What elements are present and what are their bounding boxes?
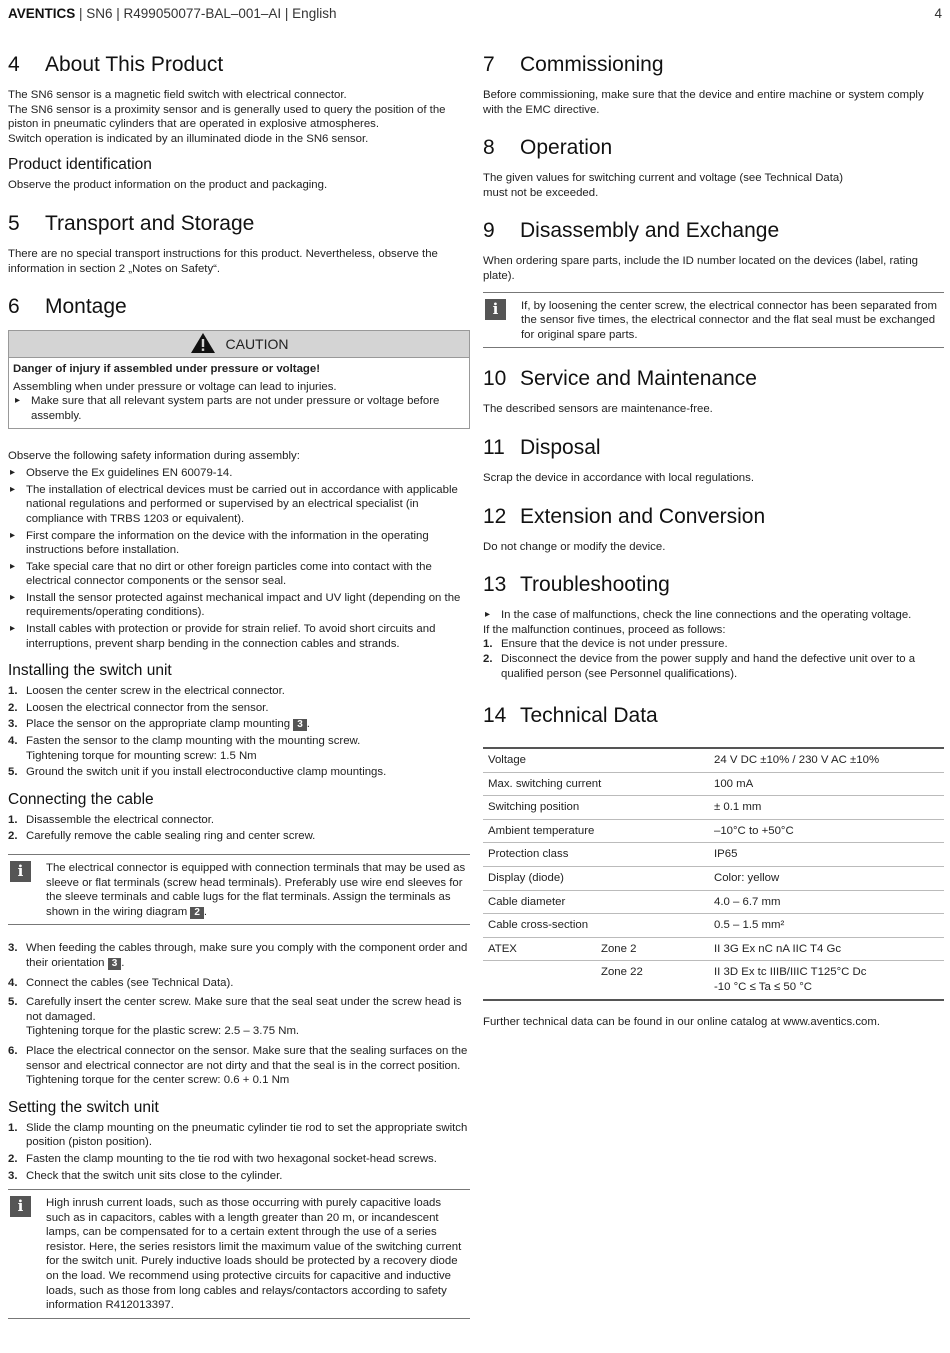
list-item: ▸ In the case of malfunctions, check the line connections and the operating voltage. — [483, 608, 944, 623]
section-about — [8, 52, 470, 193]
paragraph: Do not change or modify the device. — [483, 540, 666, 553]
section-heading: 14 Technical Data — [483, 704, 658, 728]
list-item: 1. Loosen the center screw in the electrical connector. — [8, 685, 285, 698]
list-item: ▸ Install the sensor protected against mechanical impact and UV light (depending on the requirements/operating conditions). — [8, 591, 470, 620]
right-column — [483, 52, 944, 1029]
list-item: 4. Connect the cables (see Technical Data). — [8, 976, 234, 989]
setting-steps — [8, 1121, 470, 1183]
paragraph: The described sensors are maintenance-free. — [483, 403, 713, 416]
table-row: Display (diode) Color: yellow — [483, 867, 944, 891]
section-transport — [8, 211, 470, 276]
warning-icon — [190, 332, 216, 354]
list-item: 5. Carefully insert the center screw. Make sure that the seal seat under the screw head is not damaged. Tightening torque for the plastic screw: 2.5 – 3.75 Nm. — [8, 996, 462, 1038]
section-operation — [483, 135, 944, 200]
paragraph: must not be exceeded. — [483, 186, 599, 199]
list-item: ▸ The installation of electrical devices must be carried out in accordance with applicable national regulations and performed or supervised by an electrical specialist (in compliance with TRBS 1203 or equivalent). — [8, 483, 470, 527]
figure-ref: 2 — [190, 907, 204, 919]
table-row: Cable diameter 4.0 – 6.7 mm — [483, 890, 944, 914]
caution-action: ▸ Make sure that all relevant system parts are not under pressure or voltage before assembly. — [13, 394, 465, 423]
install-steps — [8, 684, 470, 780]
section-heading: 4 About This Product — [8, 53, 224, 76]
info-icon: i — [485, 299, 506, 320]
section-montage — [8, 294, 470, 1319]
list-item: 4. Fasten the sensor to the clamp mounting with the mounting screw. Tightening torque for mounting screw: 1.5 Nm — [8, 735, 361, 762]
section-heading: 11 Disposal — [483, 435, 601, 459]
paragraph: There are no special transport instructions for this product. Nevertheless, observe the information in section 2 „Notes on Safety“. — [8, 247, 438, 275]
list-item: ▸ Install cables with protection or provide for strain relief. To avoid short circuits and interruptions, prevent sharp bending in the connection cables and strands. — [8, 622, 470, 651]
info-note: i The electrical connector is equipped with connection terminals that may be used as sleeve or flat terminals (screw head terminals). Preferably use wire end sleeves for the sleeve terminals and cable lugs for the flat terminals. Assign the terminals as shown in the wiring diagram 2 . — [8, 854, 470, 925]
table-row: Cable cross-section 0.5 – 1.5 mm² — [483, 914, 944, 938]
list-item: 2. Loosen the electrical connector from the sensor. — [8, 701, 269, 714]
safety-list — [8, 466, 470, 651]
technical-data-table — [483, 747, 944, 1001]
subheading: Connecting the cable — [8, 790, 154, 808]
section-heading: 10 Service and Maintenance — [483, 367, 757, 391]
caution-box — [8, 330, 470, 428]
caution-text: Assembling when under pressure or voltage can lead to injuries. — [13, 380, 337, 393]
list-item: 3. When feeding the cables through, make sure you comply with the component order and their orientation 3 . — [8, 942, 468, 969]
troubleshooting-steps — [483, 637, 944, 681]
section-disposal — [483, 435, 944, 486]
paragraph: When ordering spare parts, include the ID number located on the devices (label, rating plate). — [483, 255, 918, 282]
caution-title: Danger of injury if assembled under pressure or voltage! — [13, 363, 320, 376]
cable-steps-continued — [8, 941, 470, 1087]
list-item: 2. Carefully remove the cable sealing ring and center screw. — [8, 830, 316, 843]
paragraph: Observe the following safety information during assembly: — [8, 449, 300, 462]
paragraph: The SN6 sensor is a magnetic field switch with electrical connector. — [8, 89, 347, 101]
paragraph: The SN6 sensor is a proximity sensor and is generally used to query the position of the piston in pneumatic cylinders that are operated in explosive atmospheres. — [8, 103, 446, 131]
section-extension — [483, 504, 944, 555]
info-note: i If, by loosening the center screw, the electrical connector has been separated from the sensor five times, the electrical connector and the flat seal must be exchanged for original spare parts. — [483, 292, 944, 349]
list-item: ▸ First compare the information on the device with the information in the operating instructions before installation. — [8, 529, 470, 558]
section-heading: 6 Montage — [8, 295, 127, 319]
table-row: Ambient temperature –10°C to +50°C — [483, 819, 944, 843]
paragraph: Scrap the device in accordance with local regulations. — [483, 471, 754, 484]
table-row: Switching position ± 0.1 mm — [483, 796, 944, 820]
info-icon: i — [10, 861, 31, 882]
table-row: ATEX Zone 2 II 3G Ex nC nA IIC T4 Gc — [483, 937, 944, 961]
list-item: ▸ Observe the Ex guidelines EN 60079-14. — [8, 466, 470, 481]
table-row: Max. switching current 100 mA — [483, 772, 944, 796]
table-row: Voltage 24 V DC ±10% / 230 V AC ±10% — [483, 748, 944, 772]
paragraph: If the malfunction continues, proceed as follows: — [483, 623, 726, 636]
list-item: 2. Disconnect the device from the power supply and hand the defective unit over to a qualified person (see Personnel qualifications). — [483, 652, 916, 680]
subheading: Product identification — [8, 156, 152, 174]
list-item: 1. Disassemble the electrical connector. — [8, 813, 215, 826]
caution-label: CAUTION — [225, 336, 289, 353]
paragraph: The given values for switching current and voltage (see Technical Data) — [483, 172, 844, 185]
caution-header — [9, 331, 469, 358]
brand: AVENTICS — [8, 6, 76, 21]
section-service — [483, 366, 944, 417]
list-item: ▸ Take special care that no dirt or other foreign particles come into contact with the electrical connector components or the sensor seal. — [8, 560, 470, 589]
list-item: 3. Check that the switch unit sits close to the cylinder. — [8, 1169, 283, 1182]
section-disassembly — [483, 218, 944, 348]
info-icon: i — [10, 1196, 31, 1217]
subheading: Setting the switch unit — [8, 1098, 159, 1116]
section-heading: 7 Commissioning — [483, 53, 664, 76]
figure-ref: 3 — [108, 958, 122, 970]
section-technical-data — [483, 703, 944, 1029]
list-item: 3. Place the sensor on the appropriate clamp mounting 3 . — [8, 718, 310, 731]
paragraph: Switch operation is indicated by an illuminated diode in the SN6 sensor. — [8, 132, 369, 145]
section-heading: 8 Operation — [483, 136, 613, 160]
list-item: 1. Ensure that the device is not under pressure. — [483, 638, 728, 651]
section-heading: 12 Extension and Conversion — [483, 504, 766, 528]
header-doc-info: | SN6 | R499050077-BAL–001–AI | English — [75, 6, 337, 21]
page-header — [8, 7, 336, 22]
info-note: i High inrush current loads, such as those occurring with purely capacitive loads such as in capacitors, cables with a length greater than 20 m, or incandescent lamps, can be compensated for to a certain extent through the use of a series resistor. Here, the series resistors limit the maximum value of the switching current for the switch unit. Purely inductive loads should be protected by a recovery diode on the load. We recommend using protective circuits for capacitive and inductive loads, such as those from long cables and relays/contactors according to safety information R412013397. — [8, 1189, 470, 1319]
section-commissioning — [483, 52, 944, 117]
section-heading: 5 Transport and Storage — [8, 211, 255, 235]
figure-ref: 3 — [293, 719, 307, 731]
section-heading: 13 Troubleshooting — [483, 573, 670, 597]
list-item: 6. Place the electrical connector on the sensor. Make sure that the sealing surfaces on the sensor and electrical connector are not dirty and that the seal is in the correct position. Tightening torque for the center screw: 0.6 + 0.1 Nm — [8, 1044, 468, 1087]
table-row: Zone 22 II 3D Ex tc IIIB/IIIC T125°C Dc -10 °C ≤ Ta ≤ 50 °C — [601, 966, 867, 994]
list-item: 2. Fasten the clamp mounting to the tie rod with two hexagonal socket-head screws. — [8, 1152, 437, 1165]
list-item: 1. Slide the clamp mounting on the pneumatic cylinder tie rod to set the appropriate switch position (piston position). — [8, 1121, 468, 1149]
list-item: 5. Ground the switch unit if you install electroconductive clamp mountings. — [8, 766, 387, 779]
left-column — [8, 52, 470, 1331]
section-heading: 9 Disassembly and Exchange — [483, 219, 780, 243]
paragraph: Before commissioning, make sure that the device and entire machine or system comply with the EMC directive. — [483, 89, 924, 116]
paragraph: Further technical data can be found in our online catalog at www.aventics.com. — [483, 1015, 880, 1028]
page-number: 4 — [934, 6, 942, 21]
section-troubleshooting — [483, 572, 944, 681]
paragraph: Observe the product information on the product and packaging. — [8, 179, 328, 192]
cable-steps — [8, 813, 470, 844]
subheading: Installing the switch unit — [8, 662, 172, 680]
table-row: Protection class IP65 — [483, 843, 944, 867]
